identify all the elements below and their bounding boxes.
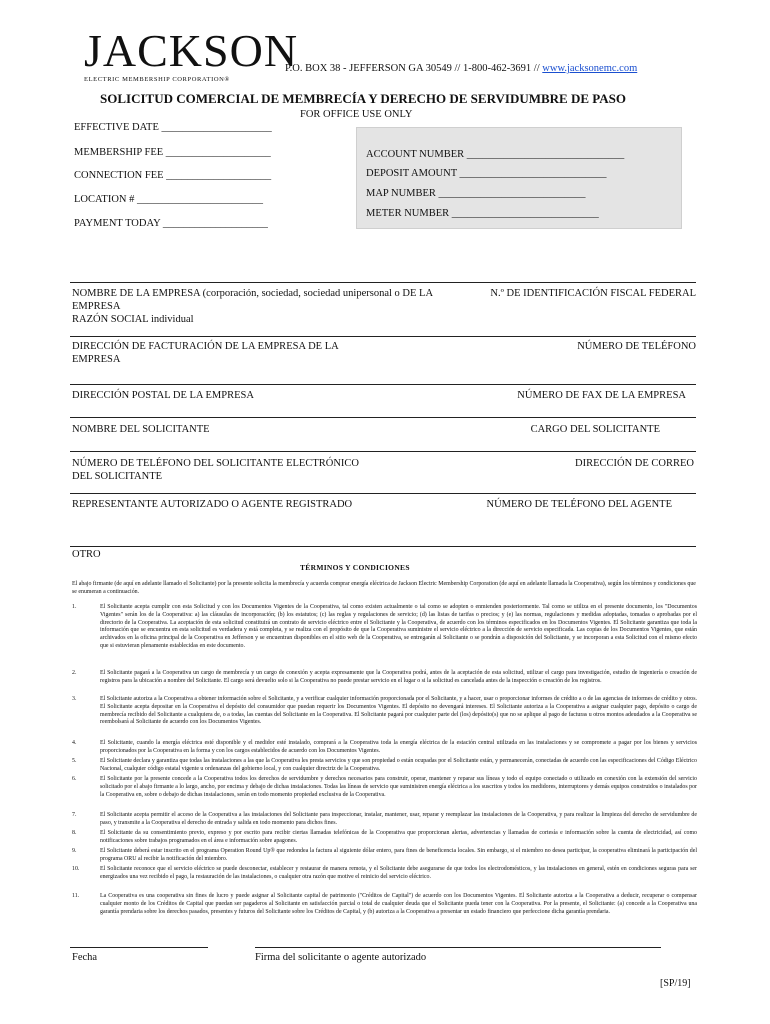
applicant-name-label: NOMBRE DEL SOLICITANTE bbox=[72, 424, 210, 435]
email-label: DIRECCIÓN DE CORREO bbox=[574, 458, 694, 469]
term-text: El Solicitante, cuando la energía eléctrica esté disponible y el medidor esté instalado, comprará a la Cooperativa toda la energía eléctrica de la estación central utilizada en las instalaciones y se compromete a pagar por los bienes y servicios proporcionados por la Cooperativa en la forma y con los cargos establecidos de acuerdo con los Documentos Vigentes. bbox=[100, 740, 697, 754]
term-number: 4. bbox=[72, 740, 77, 746]
term-item bbox=[72, 848, 697, 864]
office-use-heading: FOR OFFICE USE ONLY bbox=[300, 109, 413, 120]
term-text: El Solicitante pagará a la Cooperativa un cargo de membrecía y un cargo de conexión y acepta expresamente que la Cooperativa podrá, antes de la aceptación de esta solicitud, utilizar el cargo para investigación, estudio de ingeniería o creación de registros para la ubicación a nombre del Solicitante. El cargo será devuelto solo si la Cooperativa no puede prestar servicio en el lugar o si la solicitud es cancelada antes de la inspección o creación de los registros. bbox=[100, 670, 697, 684]
term-number: 3. bbox=[72, 696, 77, 702]
tax-id-label: N.º DE IDENTIFICACIÓN FISCAL FEDERAL bbox=[490, 288, 696, 299]
deposit-amount-field[interactable]: DEPOSIT AMOUNT ____________________________ bbox=[366, 168, 607, 179]
rule-5 bbox=[70, 451, 696, 452]
term-item bbox=[72, 758, 697, 774]
form-code: [SP/19] bbox=[660, 978, 691, 989]
account-number-field[interactable]: ACCOUNT NUMBER ______________________________ bbox=[366, 149, 625, 160]
term-number: 10. bbox=[72, 866, 80, 872]
logo-name: JACKSON bbox=[84, 25, 299, 76]
term-item bbox=[72, 776, 697, 799]
term-number: 5. bbox=[72, 758, 77, 764]
term-text: El Solicitante acepta permitir el acceso de la Cooperativa a las instalaciones del Solicitante para inspeccionar, instalar, mantener, usar, reparar y reemplazar las instalaciones de la Cooperativa, y para realizar la limpieza del derecho de servidumbre de paso, y transmite a la Cooperativa el derecho de entrada y salida en todo momento para dichos fines. bbox=[100, 812, 697, 826]
map-number-field[interactable]: MAP NUMBER ____________________________ bbox=[366, 188, 586, 199]
term-text: La Cooperativa es una cooperativa sin fines de lucro y puede asignar al Solicitante capital de patrimonio ("Créditos de Capital") de acuerdo con los Documentos Vigentes. El Solicitante autoriza a la Cooperativa a deducir, recuperar o compensar cualquier monto de los Créditos de Capital que puedan ser pagaderos al Solicitante en satisfacción parcial o total de cualquier deuda que el Solicitante pueda tener con la Cooperativa. Por la presente, el Solicitante: (a) concede a la Cooperativa una garantía prendaria sobre los derechos pasados, presentes y futuros del Solicitante sobre los Créditos de Capital, y (b) autoriza a la Cooperativa a presentar un estado financiero que perfeccione dicha garantía prendaria. bbox=[100, 893, 697, 915]
postal-address-label: DIRECCIÓN POSTAL DE LA EMPRESA bbox=[72, 390, 254, 401]
term-item bbox=[72, 866, 697, 882]
header-address: P.O. BOX 38 - JEFFERSON GA 30549 // 1-800-462-3691 // bbox=[285, 63, 540, 74]
terms-title: TÉRMINOS Y CONDICIONES bbox=[300, 563, 410, 572]
form-title: SOLICITUD COMERCIAL DE MEMBRECÍA Y DERECHO DE SERVIDUMBRE DE PASO bbox=[100, 91, 626, 106]
term-text: El Solicitante declara y garantiza que todas las instalaciones a las que la Cooperativa les presta servicios y que son propiedad o están ocupadas por el Solicitante están, y permanecerán, conectadas de acuerdo con las especificaciones del Código Eléctrico Nacional, cualquier código estatal vigente u ordenanzas del gobierno local, y con cualquier directriz de la Cooperativa. bbox=[100, 758, 697, 772]
logo-subtitle: ELECTRIC MEMBERSHIP CORPORATION® bbox=[84, 76, 230, 83]
term-item bbox=[72, 604, 697, 651]
website-link[interactable]: www.jacksonemc.com bbox=[542, 63, 638, 74]
company-name-label: NOMBRE DE LA EMPRESA (corporación, sociedad, sociedad unipersonal o DE LA EMPRESA bbox=[72, 288, 433, 312]
term-text: El Solicitante reconoce que el servicio eléctrico se puede desconectar, establecer y restaurar de manera remota, y el Solicitante debe asegurarse de que todos los electrodomésticos, y las instalaciones en general, estén en condiciones seguras para ser energizados una vez recibido el pago, la restauración de las instalaciones, o cualquier otra razón que motive el reinicio del servicio eléctrico. bbox=[100, 866, 697, 880]
company-logo bbox=[84, 25, 299, 83]
term-number: 1. bbox=[72, 604, 77, 610]
meter-number-field[interactable]: METER NUMBER ____________________________ bbox=[366, 208, 599, 219]
location-field[interactable]: LOCATION # ________________________ bbox=[74, 194, 263, 205]
term-number: 8. bbox=[72, 830, 77, 836]
legal-name-label: RAZÓN SOCIAL individual bbox=[72, 314, 194, 325]
term-item bbox=[72, 893, 697, 916]
applicant-title-label: CARGO DEL SOLICITANTE bbox=[530, 424, 660, 435]
term-item bbox=[72, 670, 697, 686]
signature-label: Firma del solicitante o agente autorizado bbox=[255, 952, 427, 963]
billing-address-label: DIRECCIÓN DE FACTURACIÓN DE LA EMPRESA DE LA EMPRESA bbox=[72, 341, 339, 365]
rule-4 bbox=[70, 417, 696, 418]
membership-fee-field[interactable]: MEMBERSHIP FEE ____________________ bbox=[74, 147, 271, 158]
rule-6 bbox=[70, 493, 696, 494]
term-item bbox=[72, 740, 697, 756]
term-number: 11. bbox=[72, 893, 80, 899]
term-item bbox=[72, 812, 697, 828]
term-number: 6. bbox=[72, 776, 77, 782]
term-number: 7. bbox=[72, 812, 77, 818]
applicant-phone-label: NÚMERO DE TELÉFONO DEL SOLICITANTE ELECTRÓNICO DEL SOLICITANTE bbox=[72, 458, 360, 482]
term-text: El Solicitante deberá estar inscrito en el programa Operation Round Up® que redondea la factura al siguiente dólar entero, para fines de beneficencia locales. Sin embargo, si el miembro no desea participar, la cooperativa eliminará la participación del programa ORU al recibir la notificación del miembro. bbox=[100, 848, 697, 862]
signature-line bbox=[255, 947, 661, 948]
effective-date-field[interactable]: EFFECTIVE DATE _____________________ bbox=[74, 122, 272, 133]
agent-phone-label: NÚMERO DE TELÉFONO DEL AGENTE bbox=[486, 499, 672, 510]
term-text: El Solicitante autoriza a la Cooperativa a obtener información sobre el Solicitante, y a verificar cualquier información proporcionada por el Solicitante, y a hacer, usar o proporcionar informes de crédito a o de las agencias de informes de crédito y otros. El Solicitante acepta depositar en la Cooperativa el depósito del consumidor que puedan requerir los Documentos Vigentes. El depósito no devengará intereses. El Solicitante autoriza a la Cooperativa a asignar cualquier pago, depósito o cargo de membrecía recibido del Solicitante a cualquiera de, o a todas, las cuentas del Solicitante en la Cooperativa. El Solicitante pagará por cualquier parte del (los) depósito(s) que no se aplique al pago de facturas u otros montos adeudados a la Cooperativa se reembolsará al Solicitante de acuerdo con los Documentos Vigentes. bbox=[100, 696, 697, 726]
payment-today-field[interactable]: PAYMENT TODAY ____________________ bbox=[74, 218, 268, 229]
term-item bbox=[72, 830, 697, 846]
date-label: Fecha bbox=[72, 952, 98, 963]
terms-intro: El abajo firmante (de aquí en adelante llamado el Solicitante) por la presente solicita la membrecía y acuerda comprar energía eléctrica de Jackson Electric Membership Corporation (de aquí en adelante llamada la Cooperativa), según los términos y condiciones que se enumeran a continuación. bbox=[72, 581, 696, 596]
agent-label: REPRESENTANTE AUTORIZADO O AGENTE REGISTRADO bbox=[72, 499, 353, 510]
term-text: El Solicitante acepta cumplir con esta Solicitud y con los Documentos Vigentes de la Cooperativa, tal como existen actualmente o tal como se adopten o enmienden posteriormente. Tal como se utiliza en el presente documento, los "Documentos Vigentes" serán los de la Cooperativa: a) las cláusulas de incorporación; (b) los estatutos; (c) las reglas y regulaciones de servicio; (d) las listas de tarifas o precios; y (e) las normas, regulaciones y medidas adoptadas, tomadas o aprobadas por el directorio de la Cooperativa. La aceptación de esta solicitud constituirá un contrato de servicio eléctrico entre el Solicitante y la Cooperativa, de acuerdo con los términos especificados en los Documentos Vigentes. El Solicitante garantiza que toda la información que se encuentra en esta solicitud es verdadera y está completa, y se realiza con el propósito de que la Cooperativa suministre el servicio eléctrico a la dirección de servicio especificada. Las copias de los Documentos Vigentes, que están archivados en la oficina principal de la Cooperativa en Jefferson y se encuentran disponibles en el sitio web de la Cooperativa, se entregarán al Solicitante o se pondrán a disposición del Solicitante, y se incorporan a esta Solicitud con el mismo efecto que si estuvieran plenamente establecidas en este documento. bbox=[100, 604, 697, 649]
other-label: OTRO bbox=[72, 549, 101, 560]
rule-7 bbox=[70, 546, 696, 547]
fax-label: NÚMERO DE FAX DE LA EMPRESA bbox=[517, 390, 686, 401]
term-item bbox=[72, 696, 697, 727]
phone-label: NÚMERO DE TELÉFONO bbox=[577, 341, 696, 352]
rule-2 bbox=[70, 336, 696, 337]
term-text: El Solicitante da su consentimiento previo, expreso y por escrito para recibir ciertas llamadas telefónicas de la Cooperativa que proporcionan alertas, advertencias y llamadas de cortesía e información sobre la cuenta de electricidad, así como notificaciones sobre trabajos programados en el área e información sobre apagones. bbox=[100, 830, 697, 844]
term-number: 2. bbox=[72, 670, 77, 676]
header-address-line bbox=[285, 63, 637, 74]
date-line bbox=[70, 947, 208, 948]
connection-fee-field[interactable]: CONNECTION FEE ____________________ bbox=[74, 170, 272, 181]
term-text: El Solicitante por la presente concede a la Cooperativa todos los derechos de servidumbre y derechos necesarios para construir, operar, mantener y reparar sus líneas y todo el equipo conectado o utilizado en conexión con la extensión del servicio solicitado por el abajo firmante a lo largo, ancho, por encima y debajo de dichas instalaciones. Todas las líneas de servicio que suministren energía eléctrica a los suscritos y todos los medidores, interruptores y demás equipos construidos o instalados por la Cooperativa en, sobre o debajo de dichas instalaciones, serán en todo momento propiedad exclusiva de la Cooperativa. bbox=[100, 776, 697, 798]
rule-3 bbox=[70, 384, 696, 385]
rule-1 bbox=[70, 282, 696, 283]
term-number: 9. bbox=[72, 848, 77, 854]
